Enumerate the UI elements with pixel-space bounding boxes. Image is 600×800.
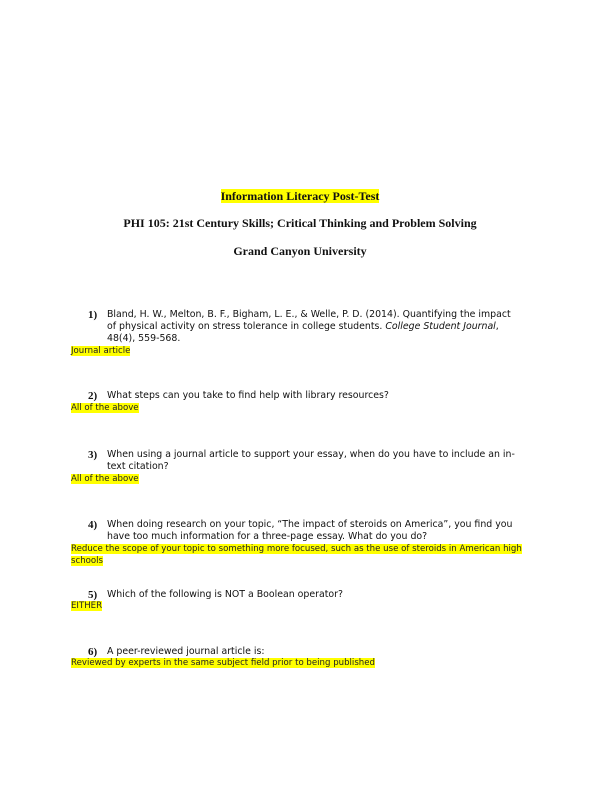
answer-text: All of the above xyxy=(71,403,139,413)
citation-text: Bland, H. W., Melton, B. F., Bigham, L. E., & Welle, P. D. (2014). Quantifying the impact of physical activity on stress tolerance in college students. xyxy=(107,309,511,332)
answer-text: EITHER xyxy=(71,601,103,611)
question-text: When doing research on your topic, “The impact of steroids on America”, you find you have too much information for a three-page essay. What do you do? xyxy=(107,519,513,542)
journal-name: College Student Journal xyxy=(385,321,496,332)
question-number: 6) xyxy=(88,646,98,658)
question-text: A peer-reviewed journal article is: xyxy=(107,646,265,657)
question-number: 5) xyxy=(88,589,98,601)
document-title xyxy=(0,189,600,204)
answer-3 xyxy=(71,474,541,486)
citation-tail: , 48(4), 559-568. xyxy=(107,321,499,344)
answer-4 xyxy=(71,544,541,567)
document-title-text: Information Literacy Post-Test xyxy=(220,189,380,203)
answer-text: Reviewed by experts in the same subject field prior to being published xyxy=(71,658,375,668)
answer-text-line-1: Reduce the scope of your topic to something more focused, such as the use of steroids in American high xyxy=(71,544,522,554)
question-number: 1) xyxy=(88,309,98,321)
course-title: PHI 105: 21st Century Skills; Critical Thinking and Problem Solving xyxy=(123,216,477,230)
institution-name: Grand Canyon University xyxy=(233,244,367,258)
question-text: What steps can you take to find help with library resources? xyxy=(107,390,389,401)
answer-6 xyxy=(71,658,541,670)
question-number: 4) xyxy=(88,519,98,531)
question-text: Which of the following is NOT a Boolean operator? xyxy=(107,589,343,600)
question-number: 2) xyxy=(88,390,98,402)
question-text xyxy=(107,309,517,345)
answer-1 xyxy=(71,346,541,358)
answer-2 xyxy=(71,403,541,415)
answer-text: All of the above xyxy=(71,474,139,484)
answer-5 xyxy=(71,601,541,613)
question-text: When using a journal article to support your essay, when do you have to include an in-text citation? xyxy=(107,449,515,472)
question-number: 3) xyxy=(88,449,98,461)
answer-text-line-2: schools xyxy=(71,555,104,566)
answer-text: Journal article xyxy=(71,346,131,356)
